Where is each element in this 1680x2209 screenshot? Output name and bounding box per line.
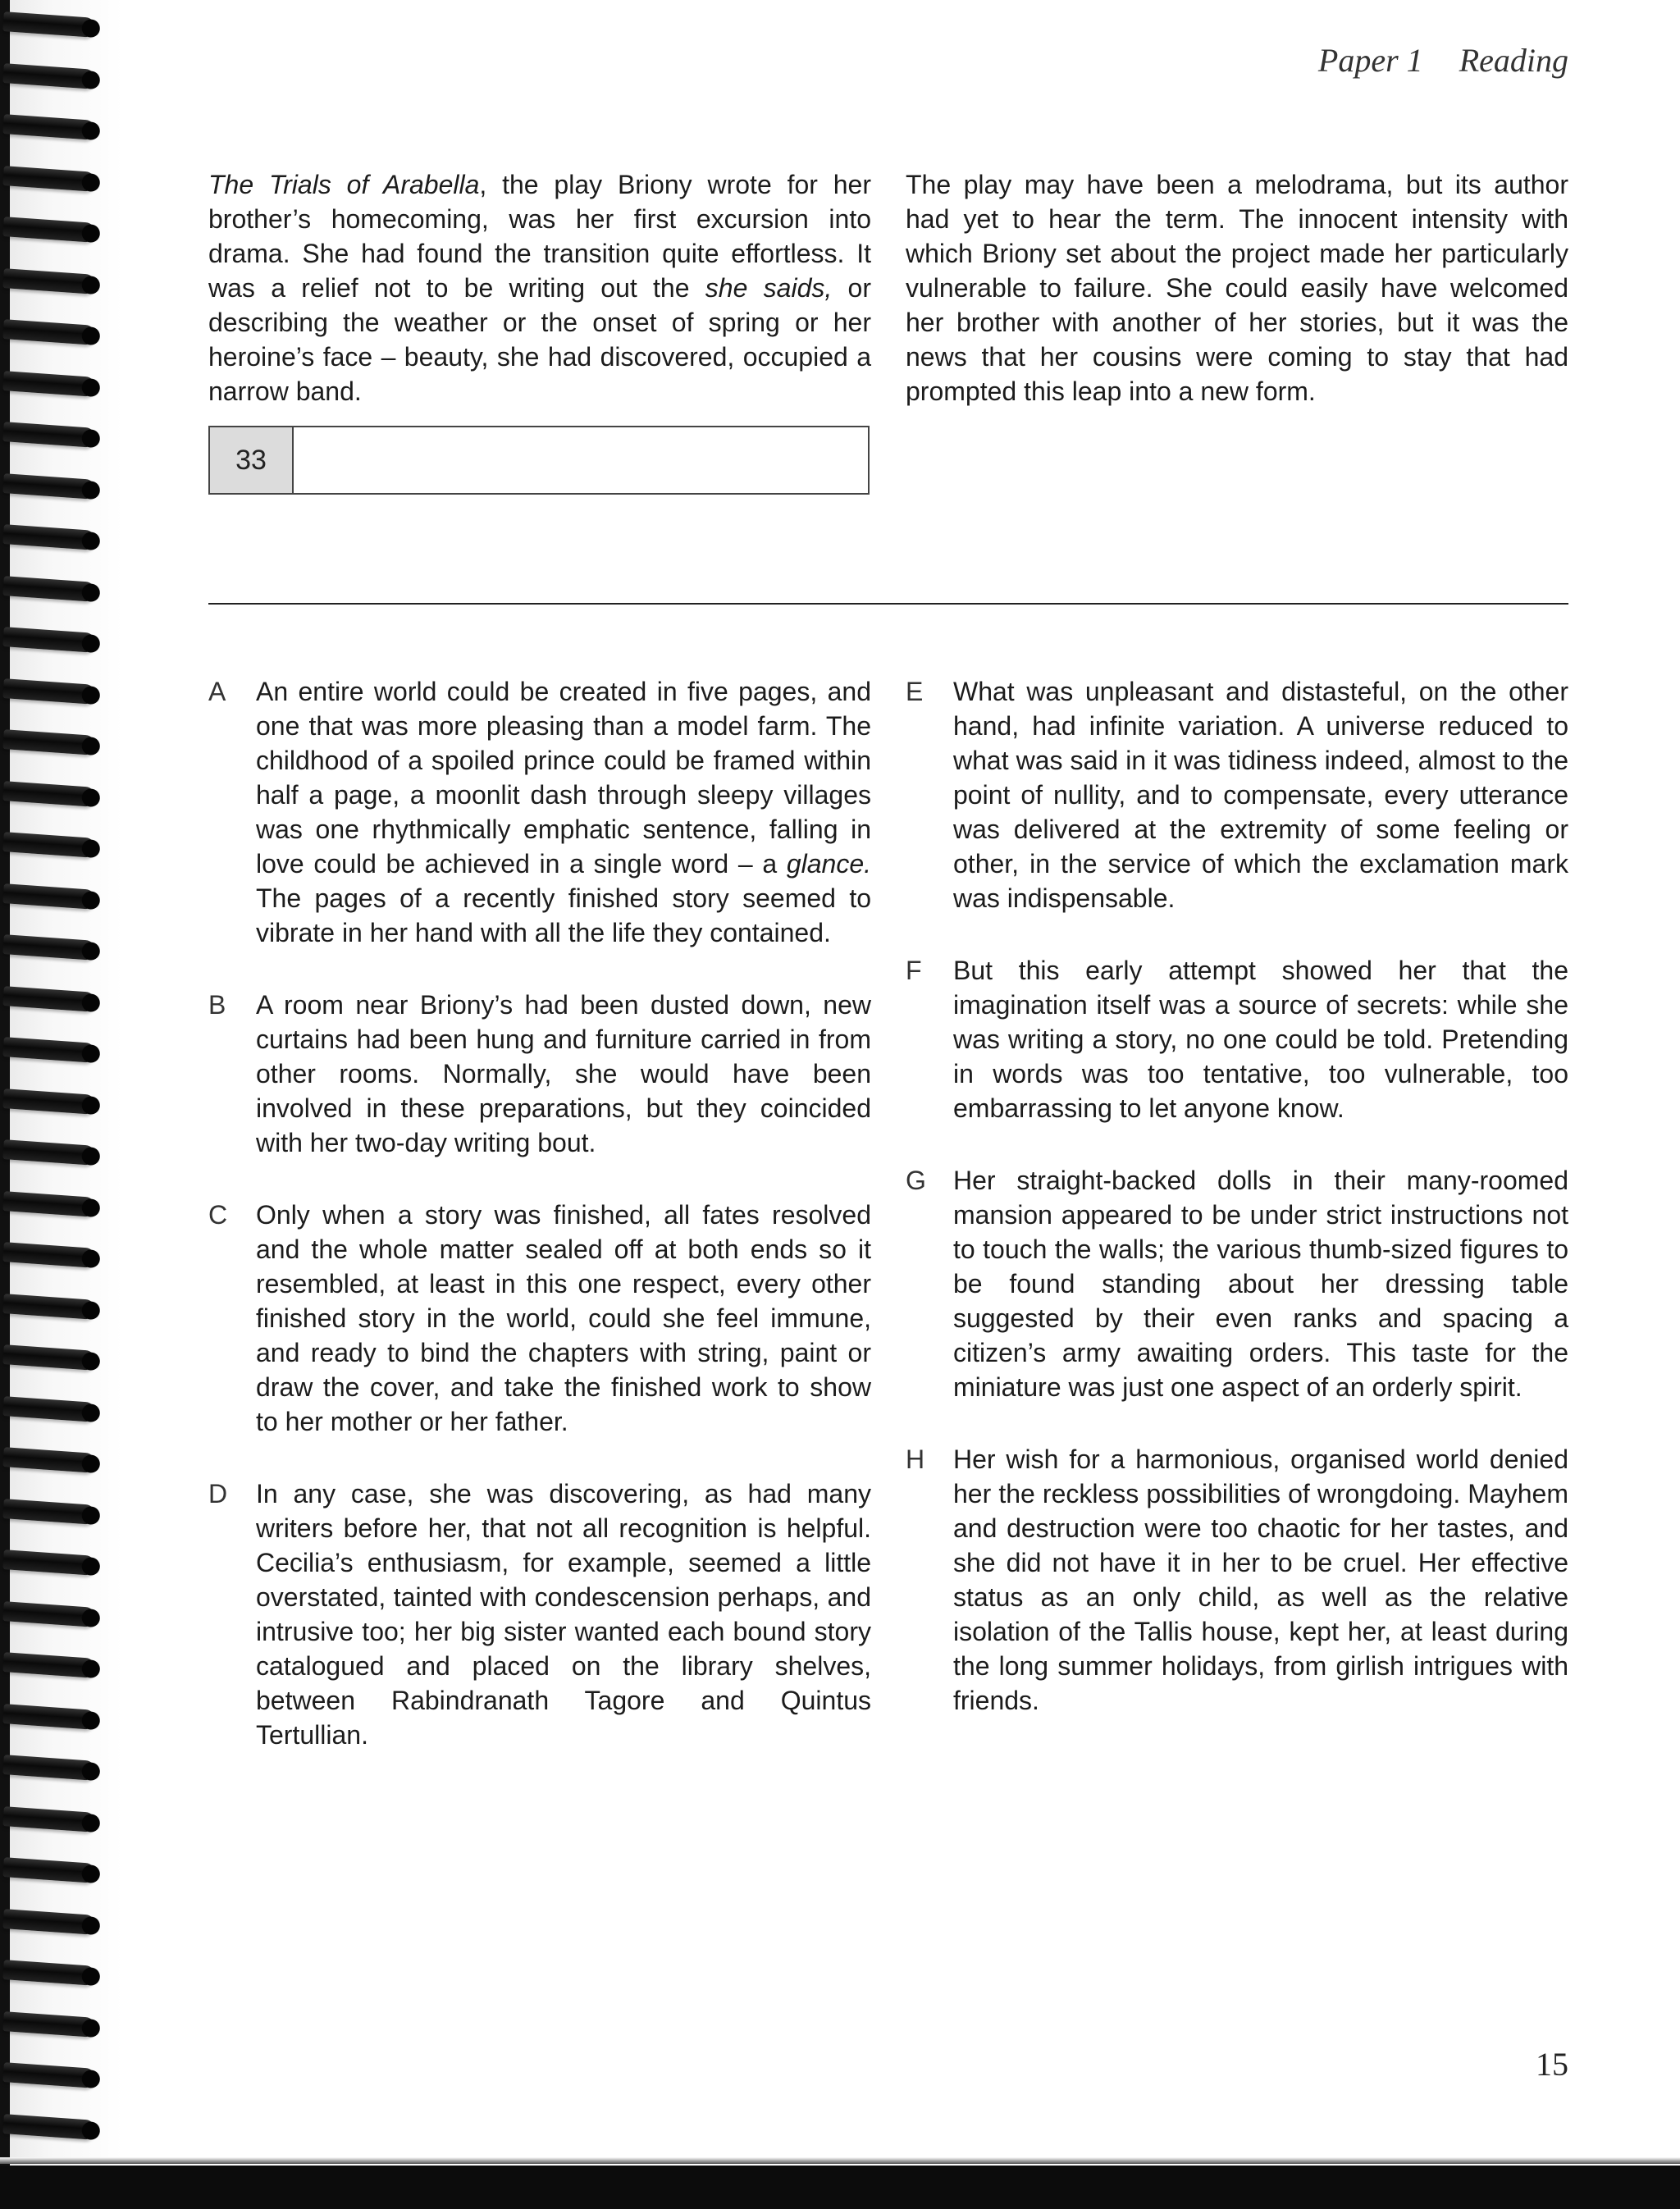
binding-coil — [2, 1447, 95, 1473]
binding-coil — [2, 422, 95, 448]
page-bottom-edge — [0, 2157, 1680, 2164]
binding-coil — [2, 729, 95, 755]
binding-coil — [2, 1806, 95, 1832]
page-number: 15 — [1536, 2046, 1568, 2083]
binding-coil — [2, 114, 95, 140]
spiral-binding — [0, 0, 123, 2166]
binding-coil — [2, 1857, 95, 1883]
option-letter: A — [208, 677, 226, 706]
play-title: The Trials of Arabella — [208, 170, 480, 199]
option-text: In any case, she was discovering, as had many writers before her, that not all recognition is helpful. Cecilia’s enthusiasm, for example, seemed a little overstated, tainted with condescension perhaps, and intrusive too; her big sister wanted each bound story catalogued and placed on the library shelves, between Rabindranath Tagore and Quintus Tertullian. — [256, 1479, 871, 1750]
binding-coil — [2, 1549, 95, 1576]
options-column-left — [208, 674, 871, 1790]
option-d — [208, 1476, 871, 1752]
passage-text: , the play Briony wrote for her brother’s homecoming, was her first excursion into drama. She had found the transition quite effortless. It was a relief not to be writing out the — [208, 170, 872, 303]
binding-coil — [2, 627, 95, 653]
option-text: Her straight-backed dolls in their many-roomed mansion appeared to be under strict instructions not to touch the walls; the various thumb-sized figures to be found standing about her dressing table suggested by their even ranks and spacing a citizen’s army awaiting orders. This taste for the miniature was just one aspect of an orderly spirit. — [953, 1166, 1568, 1402]
binding-coil — [2, 1601, 95, 1627]
passage-text: or describing the weather or the onset of spring or her heroine’s face – beauty, she had discovered, occupied a narrow band. — [208, 273, 871, 406]
option-g — [906, 1163, 1568, 1404]
option-e — [906, 674, 1568, 915]
option-letter: B — [208, 990, 226, 1020]
binding-coil — [2, 217, 95, 243]
binding-coil — [2, 1294, 95, 1320]
binding-coil — [2, 1652, 95, 1678]
binding-coil — [2, 1089, 95, 1115]
passage-italic: she saids, — [705, 273, 833, 303]
binding-coil — [2, 2011, 95, 2038]
binding-coil — [2, 1704, 95, 1730]
binding-coil — [2, 2062, 95, 2088]
header-section: Reading — [1459, 42, 1568, 79]
binding-coil — [2, 576, 95, 602]
passage-paragraph-right: The play may have been a melodrama, but its author had yet to hear the term. The innocent intensity with which Briony set about the project made her particularly vulnerable to failure. She could easily have welcomed her brother with another of her stories, but it was the news that her cousins were coming to stay that had prompted this leap into a new form. — [906, 170, 1568, 406]
binding-coil — [2, 166, 95, 192]
option-text-italic: glance. — [786, 849, 871, 879]
option-text: A room near Briony’s had been dusted down, new curtains had been hung and furniture carried in from other rooms. Normally, she would have been involved in these preparations, but they coincided with her two-day writing bout. — [256, 990, 871, 1157]
binding-coil — [2, 986, 95, 1012]
option-letter: F — [906, 956, 922, 985]
binding-coil — [2, 524, 95, 550]
binding-coil — [2, 1755, 95, 1781]
binding-coil — [2, 11, 95, 38]
binding-coil — [2, 1499, 95, 1525]
option-h — [906, 1442, 1568, 1718]
option-c — [208, 1198, 871, 1439]
binding-coil — [2, 934, 95, 961]
option-letter: D — [208, 1479, 228, 1508]
gap-answer-field[interactable] — [294, 427, 868, 493]
binding-coil — [2, 1037, 95, 1063]
binding-coil — [2, 1396, 95, 1422]
section-divider — [208, 603, 1568, 605]
binding-coil — [2, 678, 95, 705]
binding-coil — [2, 781, 95, 807]
option-text-span: An entire world could be created in five pages, and one that was more pleasing than a model farm. The childhood of a spoiled prince could be framed within half a page, a moonlit dash through sleepy villages was one rhythmically emphatic sentence, falling in love could be achieved in a single word – a — [256, 677, 871, 879]
option-f — [906, 953, 1568, 1125]
option-b — [208, 988, 871, 1160]
binding-coil — [2, 1191, 95, 1217]
binding-coil — [2, 2114, 95, 2140]
header-paper: Paper 1 — [1317, 42, 1423, 79]
option-letter: H — [906, 1445, 925, 1474]
binding-coil — [2, 319, 95, 345]
binding-coil — [2, 268, 95, 294]
answer-gap-33[interactable] — [208, 426, 870, 495]
option-text-span: The pages of a recently finished story seemed to vibrate in her hand with all the life they contained. — [256, 883, 871, 947]
option-letter: C — [208, 1200, 228, 1230]
option-letter: G — [906, 1166, 926, 1195]
binding-coil — [2, 1960, 95, 1986]
option-a — [208, 674, 871, 950]
binding-coil — [2, 371, 95, 397]
binding-coil — [2, 832, 95, 858]
binding-coil — [2, 1909, 95, 1935]
passage-paragraph-left — [208, 167, 871, 408]
option-text — [256, 674, 871, 950]
option-letter: E — [906, 677, 924, 706]
binding-coil — [2, 1344, 95, 1371]
running-header — [1318, 41, 1568, 80]
page-bottom-shadow — [0, 2166, 1680, 2209]
option-text: What was unpleasant and distasteful, on the other hand, had infinite variation. A universe reduced to what was said in it was tidiness indeed, almost to the point of nullity, and to compensate, every utterance was delivered at the extremity of some feeling or other, in the service of which the exclamation mark was indispensable. — [953, 677, 1568, 913]
option-text: Her wish for a harmonious, organised world denied her the reckless possibilities of wrongdoing. Mayhem and destruction were too chaotic for her tastes, and she did not have it in her to be cruel. Her effective status as an only child, as well as the relative isolation of the Tallis house, kept her, at least during the long summer holidays, from girlish intrigues with friends. — [953, 1445, 1568, 1715]
binding-coil — [2, 1242, 95, 1268]
option-text: Only when a story was finished, all fates resolved and the whole matter sealed off at both ends so it resembled, at least in this one respect, every other finished story in the world, could she feel immune, and ready to bind the chapters with string, paint or draw the cover, and take the finished work to show to her mother or her father. — [256, 1200, 871, 1436]
gap-number: 33 — [210, 427, 294, 493]
binding-coil — [2, 883, 95, 910]
options-column-right — [906, 674, 1568, 1755]
binding-coil — [2, 1139, 95, 1166]
option-text: But this early attempt showed her that the imagination itself was a source of secrets: while she was writing a story, no one could be told. Pretending in words was too tentative, too vulnerable, too embarrassing to let anyone know. — [953, 956, 1568, 1123]
binding-coil — [2, 473, 95, 500]
binding-coil — [2, 63, 95, 89]
